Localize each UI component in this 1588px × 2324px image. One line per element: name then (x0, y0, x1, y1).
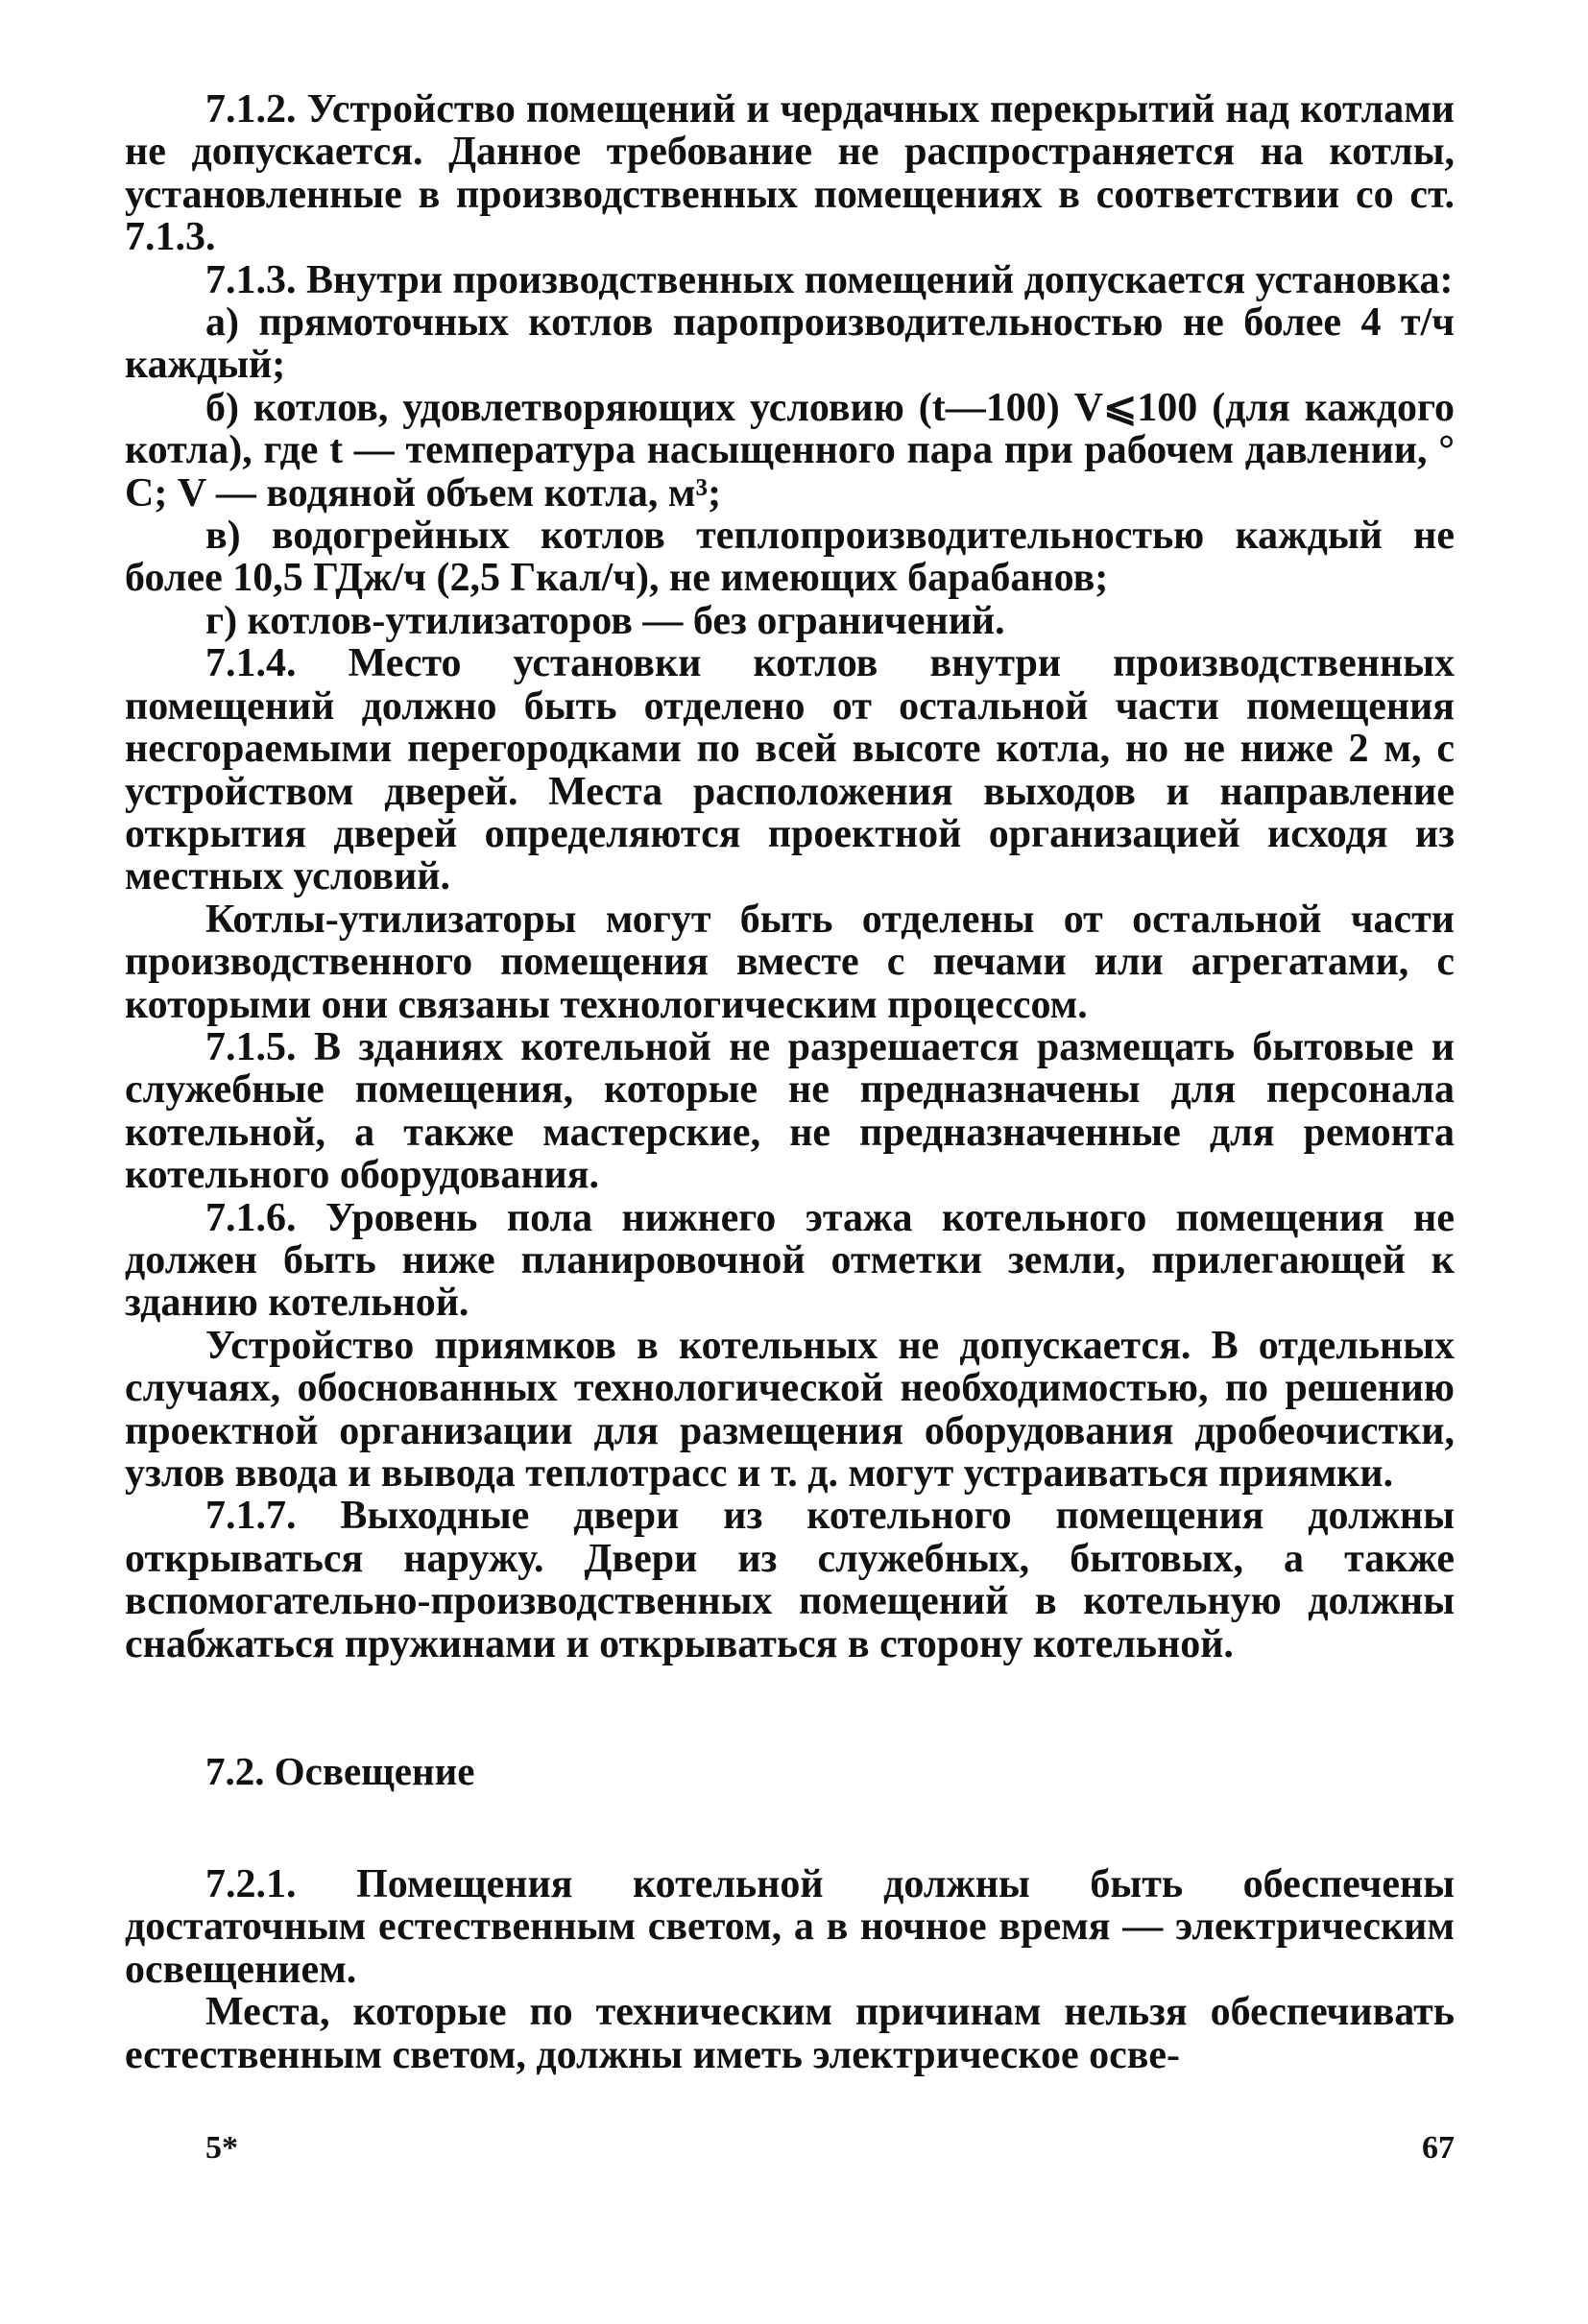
paragraph-7-1-2: 7.1.2. Устройство помещений и чердачных перекрытий над котлами не допускается. Данное требование не распространяется на котлы, установленные в производственных помещениях в соответствии со ст. 7.1.3. (125, 87, 1455, 260)
paragraph-7-2-1: 7.2.1. Помещения котельной должны быть обеспечены достаточным естественным светом, а в ночное время — электрическим освещением. (125, 1862, 1455, 1992)
page-footer (205, 2129, 1455, 2168)
document-page (125, 88, 1455, 2287)
section-spacer (125, 1792, 1455, 1863)
paragraph-7-1-3: 7.1.3. Внутри производственных помещений допускается установка: (205, 257, 1454, 302)
paragraph-pits: Устройство приямков в котельных не допускается. В отдельных случаях, обоснованных технологической необходимостью, по решению проектной организации для размещения оборудования дробеочистки, узлов ввода и вывода теплотрасс и т. д. могут устраиваться приямки. (125, 1323, 1455, 1496)
page-number: 67 (1422, 2130, 1455, 2166)
list-item-b: б) котлов, удовлетворяющих условию (t—100) V⩽100 (для каждого котла), где t — температура насыщенного пара при рабочем давлении, ° С; V — водяной объем котла, м³; (125, 385, 1455, 515)
paragraph-lighting-places: Места, которые по техническим причинам нельзя обеспечивать естественным светом, должны иметь электрическое осве- (125, 1990, 1455, 2077)
list-item-g: г) котлов-утилизаторов — без ограничений. (205, 598, 1005, 643)
paragraph-7-1-6: 7.1.6. Уровень пола нижнего этажа котельного помещения не должен быть ниже планировочной отметки земли, прилегающей к зданию котельной. (125, 1195, 1455, 1326)
list-item-a: а) прямоточных котлов паропроизводительностью не более 4 т/ч каждый; (125, 300, 1455, 388)
section-title: 7.2. Освещение (205, 1749, 475, 1794)
signature-mark: 5* (205, 2130, 238, 2166)
list-item-v: в) водогрейных котлов теплопроизводительностью каждый не более 10,5 ГДж/ч (2,5 Гкал/ч), не имеющих барабанов; (125, 514, 1455, 601)
paragraph-7-1-7: 7.1.7. Выходные двери из котельного помещения должны открываться наружу. Двери из служебных, бытовых, а также вспомогательно-производственных помещений в котельную должны снабжаться пружинами и открываться в сторону котельной. (125, 1494, 1455, 1666)
paragraph-7-1-4: 7.1.4. Место установки котлов внутри производственных помещений должно быть отделено от остальной части помещения несгораемыми перегородками по всей высоте котла, но не ниже 2 м, с устройством дверей. Места расположения выходов и направление открытия дверей определяются проектной организацией исходя из местных условий. (125, 641, 1455, 899)
paragraph-boilers-separation: Котлы-утилизаторы могут быть отделены от остальной части производственного помещения вместе с печами или агрегатами, с которыми они связаны технологическим процессом. (125, 897, 1455, 1027)
paragraph-7-1-5: 7.1.5. В зданиях котельной не разрешается размещать бытовые и служебные помещения, которые не предназначены для персонала котельной, а также мастерские, не предназначенные для ремонта котельного оборудования. (125, 1024, 1455, 1198)
